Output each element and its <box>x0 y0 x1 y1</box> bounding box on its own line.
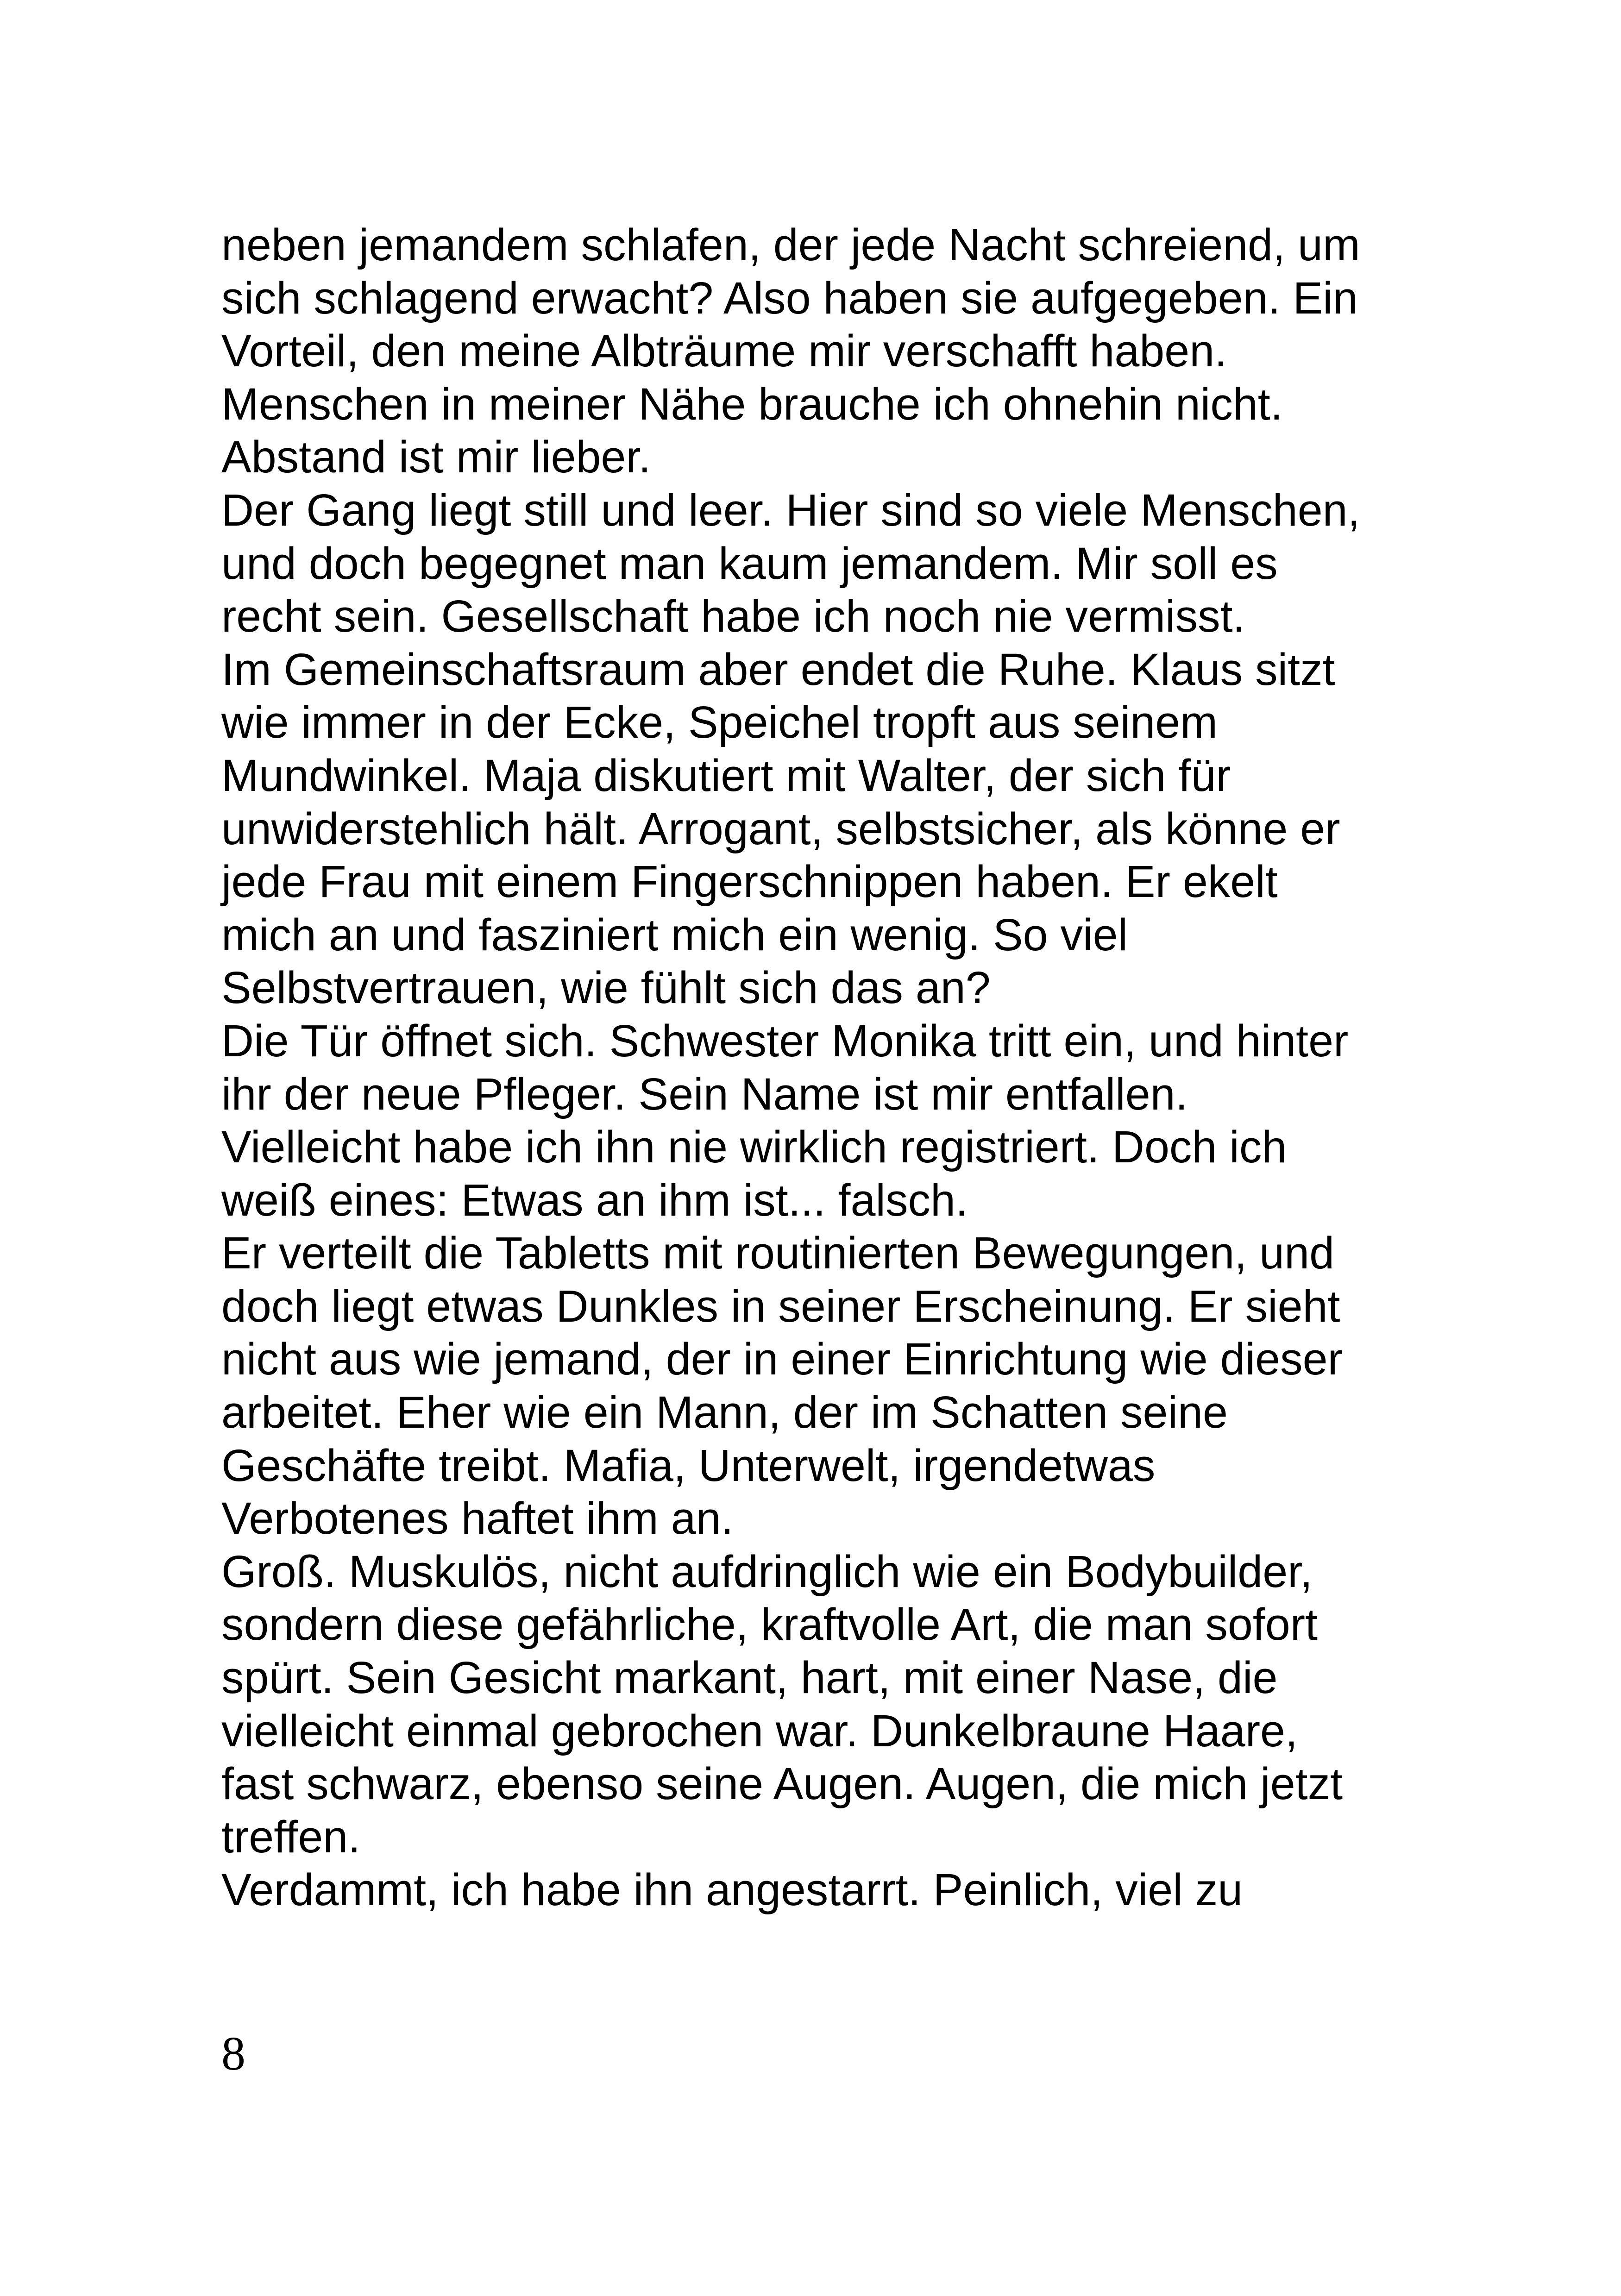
text-line: treffen. <box>221 1811 361 1862</box>
text-line: neben jemandem schlafen, der jede Nacht schreiend, um <box>221 220 1360 270</box>
text-line: vielleicht einmal gebrochen war. Dunkelbraune Haare, <box>221 1705 1298 1756</box>
text-line: Vielleicht habe ich ihn nie wirklich registriert. Doch ich <box>221 1122 1287 1173</box>
text-line: Geschäfte treibt. Mafia, Unterwelt, irgendetwas <box>221 1440 1156 1491</box>
text-line: fast schwarz, ebenso seine Augen. Augen, die mich jetzt <box>221 1758 1343 1809</box>
text-line: jede Frau mit einem Fingerschnippen haben. Er ekelt <box>221 856 1278 907</box>
text-line: unwiderstehlich hält. Arrogant, selbstsicher, als könne er <box>221 803 1340 854</box>
text-line: doch liegt etwas Dunkles in seiner Erscheinung. Er sieht <box>221 1280 1340 1331</box>
text-line: Der Gang liegt still und leer. Hier sind so viele Menschen, <box>221 484 1360 535</box>
text-line: sich schlagend erwacht? Also haben sie aufgegeben. Ein <box>221 272 1358 323</box>
text-line: spürt. Sein Gesicht markant, hart, mit einer Nase, die <box>221 1652 1278 1703</box>
text-line: Verbotenes haftet ihm an. <box>221 1493 734 1544</box>
text-line: Im Gemeinschaftsraum aber endet die Ruhe. Klaus sitzt <box>221 644 1335 695</box>
text-line: Groß. Muskulös, nicht aufdringlich wie ein Bodybuilder, <box>221 1546 1313 1597</box>
text-line: und doch begegnet man kaum jemandem. Mir soll es <box>221 538 1278 589</box>
text-line: Menschen in meiner Nähe brauche ich ohnehin nicht. <box>221 378 1283 429</box>
text-line: Mundwinkel. Maja diskutiert mit Walter, der sich für <box>221 750 1231 801</box>
text-line: Abstand ist mir lieber. <box>221 432 651 483</box>
text-line: mich an und fasziniert mich ein wenig. So viel <box>221 909 1128 960</box>
text-line: wie immer in der Ecke, Speichel tropft aus seinem <box>221 697 1218 748</box>
text-line: Verdammt, ich habe ihn angestarrt. Peinlich, viel zu <box>221 1864 1243 1915</box>
body-text <box>221 219 1444 1917</box>
text-line: nicht aus wie jemand, der in einer Einrichtung wie dieser <box>221 1334 1343 1385</box>
text-line: Vorteil, den meine Albträume mir verschafft haben. <box>221 326 1227 376</box>
text-line: Er verteilt die Tabletts mit routinierten Bewegungen, und <box>221 1228 1335 1279</box>
page-number: 8 <box>221 2027 245 2080</box>
text-line: ihr der neue Pfleger. Sein Name ist mir entfallen. <box>221 1068 1188 1119</box>
text-line: arbeitet. Eher wie ein Mann, der im Schatten seine <box>221 1387 1228 1438</box>
text-line: sondern diese gefährliche, kraftvolle Art, die man sofort <box>221 1599 1318 1650</box>
text-line: Selbstvertrauen, wie fühlt sich das an? <box>221 962 991 1013</box>
text-line: recht sein. Gesellschaft habe ich noch nie vermisst. <box>221 591 1245 642</box>
text-line: weiß eines: Etwas an ihm ist... falsch. <box>221 1174 968 1225</box>
text-line: Die Tür öffnet sich. Schwester Monika tritt ein, und hinter <box>221 1015 1349 1066</box>
